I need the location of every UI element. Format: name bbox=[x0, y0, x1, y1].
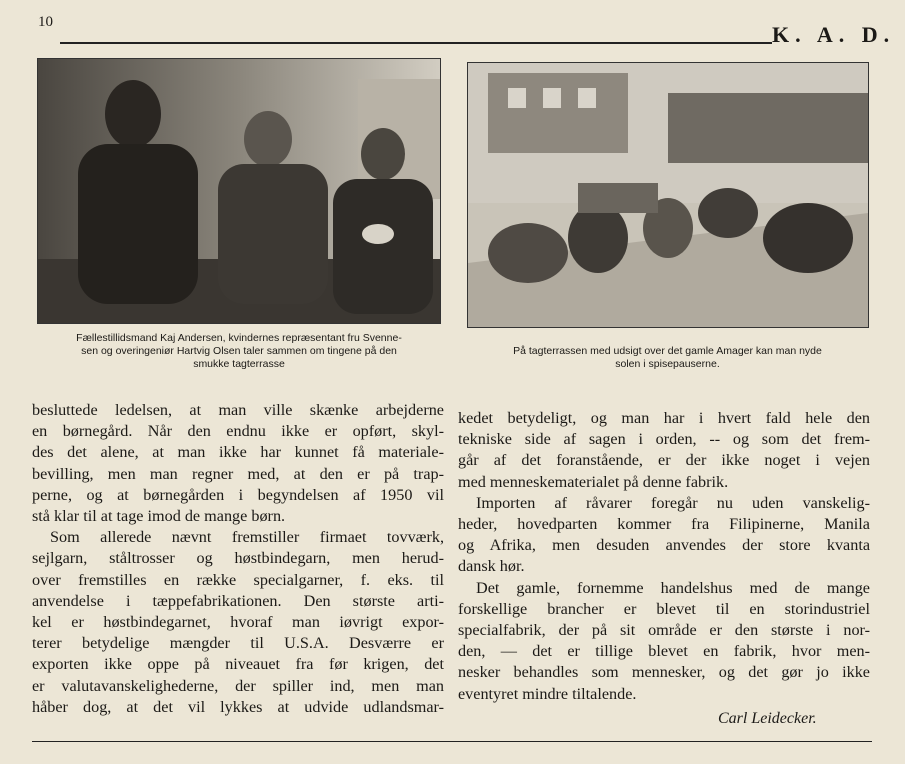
text-line: heder, hovedparten kommer fra Filipinerne, Manila bbox=[458, 515, 870, 534]
text-line: kedet betydeligt, og man har i hvert fald hele den bbox=[458, 409, 870, 427]
text-line: stå klar til at tage imod de mange børn. bbox=[32, 507, 286, 526]
photo-rooftop-conversation bbox=[37, 58, 441, 324]
article-left-column bbox=[32, 400, 444, 718]
text-line: dansk hør. bbox=[458, 557, 525, 576]
text-line: går af det foranstående, er der ikke noget i vejen bbox=[458, 451, 870, 470]
text-line: des det alene, at man ikke har kunnet få materiale- bbox=[32, 443, 444, 462]
text-line: den, — det er tillige blevet en fabrik, hvor men- bbox=[458, 642, 870, 661]
caption-line: Fællestillidsmand Kaj Andersen, kvindernes repræsentant fru Svenne- bbox=[76, 332, 402, 344]
text-line: Som allerede nævnt fremstiller firmaet tovværk, bbox=[50, 528, 444, 547]
caption-line: solen i spisepauserne. bbox=[615, 358, 720, 370]
footer-rule bbox=[32, 741, 872, 742]
text-line: tekniske side af sagen i orden, -- og som det frem- bbox=[458, 430, 870, 449]
text-line: og Afrika, men desuden anvendes der store kvanta bbox=[458, 536, 870, 555]
header-rule bbox=[60, 42, 772, 44]
photo-right-caption bbox=[455, 345, 880, 371]
text-line: forskellige brancher er blevet til en storindustriel bbox=[458, 599, 870, 618]
photo-left-caption bbox=[30, 332, 448, 371]
magazine-title: K. A. D. bbox=[772, 22, 896, 47]
author-signature: Carl Leidecker. bbox=[718, 710, 817, 727]
text-line: kel er høstbindegarnet, hvoraf man iøvrigt expor- bbox=[32, 613, 444, 632]
text-line: anvendelse i tæppefabrikationen. Den største arti- bbox=[32, 591, 444, 610]
photo-rooftop-terrace bbox=[467, 62, 869, 328]
caption-line: sen og overingeniør Hartvig Olsen taler sammen om tingene på den bbox=[81, 345, 397, 357]
text-line: perne, og at børnegården i begyndelsen af 1950 vil bbox=[32, 485, 444, 504]
caption-line: På tagterrassen med udsigt over det gamle Amager kan man nyde bbox=[513, 345, 822, 357]
text-line: besluttede ledelsen, at man ville skænke arbejderne bbox=[32, 401, 444, 419]
text-line: sejlgarn, ståltrosser og høstbindegarn, men herud- bbox=[32, 549, 444, 568]
text-line: med menneskematerialet på denne fabrik. bbox=[458, 472, 729, 491]
text-line: en børnegård. Når den endnu ikke er opført, skyl- bbox=[32, 422, 444, 441]
text-line: terer betydelige mængder til U.S.A. Desværre er bbox=[32, 634, 444, 653]
text-line: over fremstilles en række specialgarner, f. eks. til bbox=[32, 570, 444, 589]
text-line: bevilling, men man regner med, at den er på trap- bbox=[32, 464, 444, 483]
article-right-column bbox=[458, 408, 870, 705]
text-line: Importen af råvarer foregår nu uden vanskelig- bbox=[476, 493, 870, 512]
caption-line: smukke tagterrasse bbox=[193, 358, 285, 370]
text-line: Det gamle, fornemme handelshus med de mange bbox=[476, 578, 870, 597]
text-line: specialfabrik, der på sit område er den største i nor- bbox=[458, 621, 870, 640]
text-line: exporten ikke oppe på niveauet fra før krigen, det bbox=[32, 655, 444, 674]
text-line: eventyret mindre tiltalende. bbox=[458, 684, 637, 703]
text-line: er valutavanskelighederne, der spiller ind, men man bbox=[32, 676, 444, 695]
text-line: håber dog, at det vil lykkes at udvide udlandsmar- bbox=[32, 697, 444, 716]
page-number: 10 bbox=[38, 14, 53, 30]
text-line: nesker behandles som mennesker, og det gør jo ikke bbox=[458, 663, 870, 682]
